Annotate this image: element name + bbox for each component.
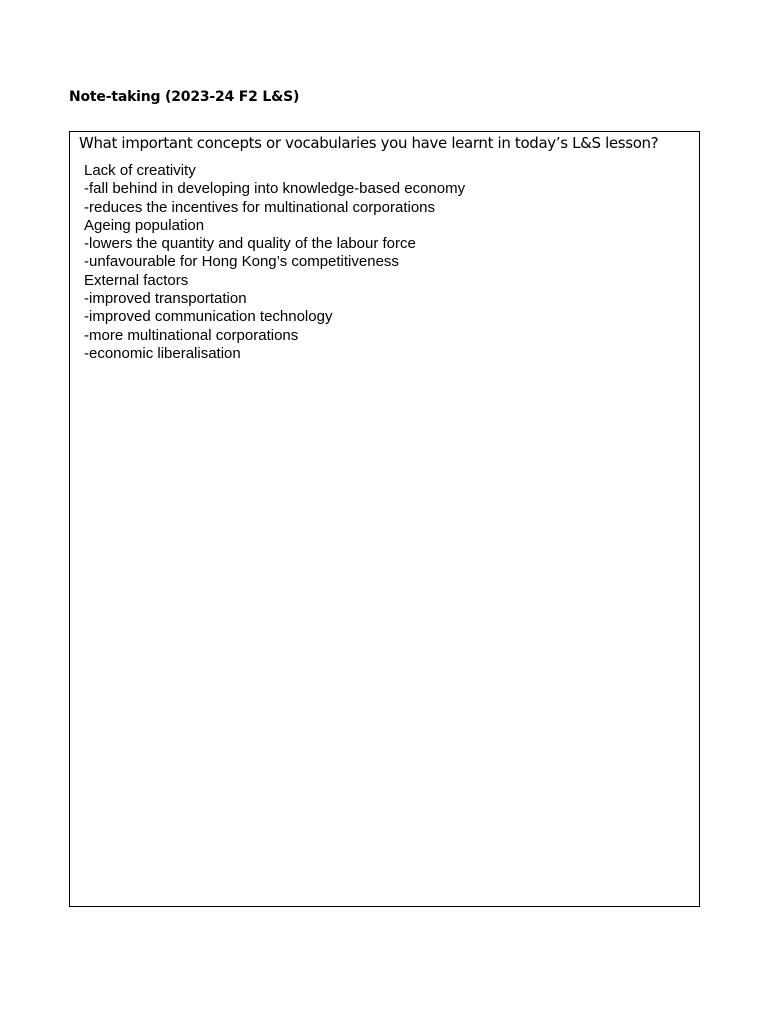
note-line: -more multinational corporations: [84, 326, 299, 344]
note-box: [69, 131, 700, 907]
note-line: -fall behind in developing into knowledge-based economy: [84, 180, 466, 198]
document-title: Note-taking (2023-24 F2 L&S): [69, 89, 300, 105]
note-line: -economic liberalisation: [84, 344, 241, 362]
note-line: -lowers the quantity and quality of the labour force: [84, 235, 416, 253]
question-prompt: What important concepts or vocabularies you have learnt in today’s L&S lesson?: [79, 134, 659, 152]
note-line: External factors: [84, 271, 189, 289]
notes-list: [84, 162, 465, 363]
note-line: -improved communication technology: [84, 308, 333, 326]
note-line: Ageing population: [84, 216, 205, 234]
note-line: -unfavourable for Hong Kong’s competitiveness: [84, 253, 399, 271]
note-line: Lack of creativity: [84, 162, 196, 179]
note-line: -improved transportation: [84, 290, 247, 308]
note-line: -reduces the incentives for multinational corporations: [84, 198, 436, 216]
